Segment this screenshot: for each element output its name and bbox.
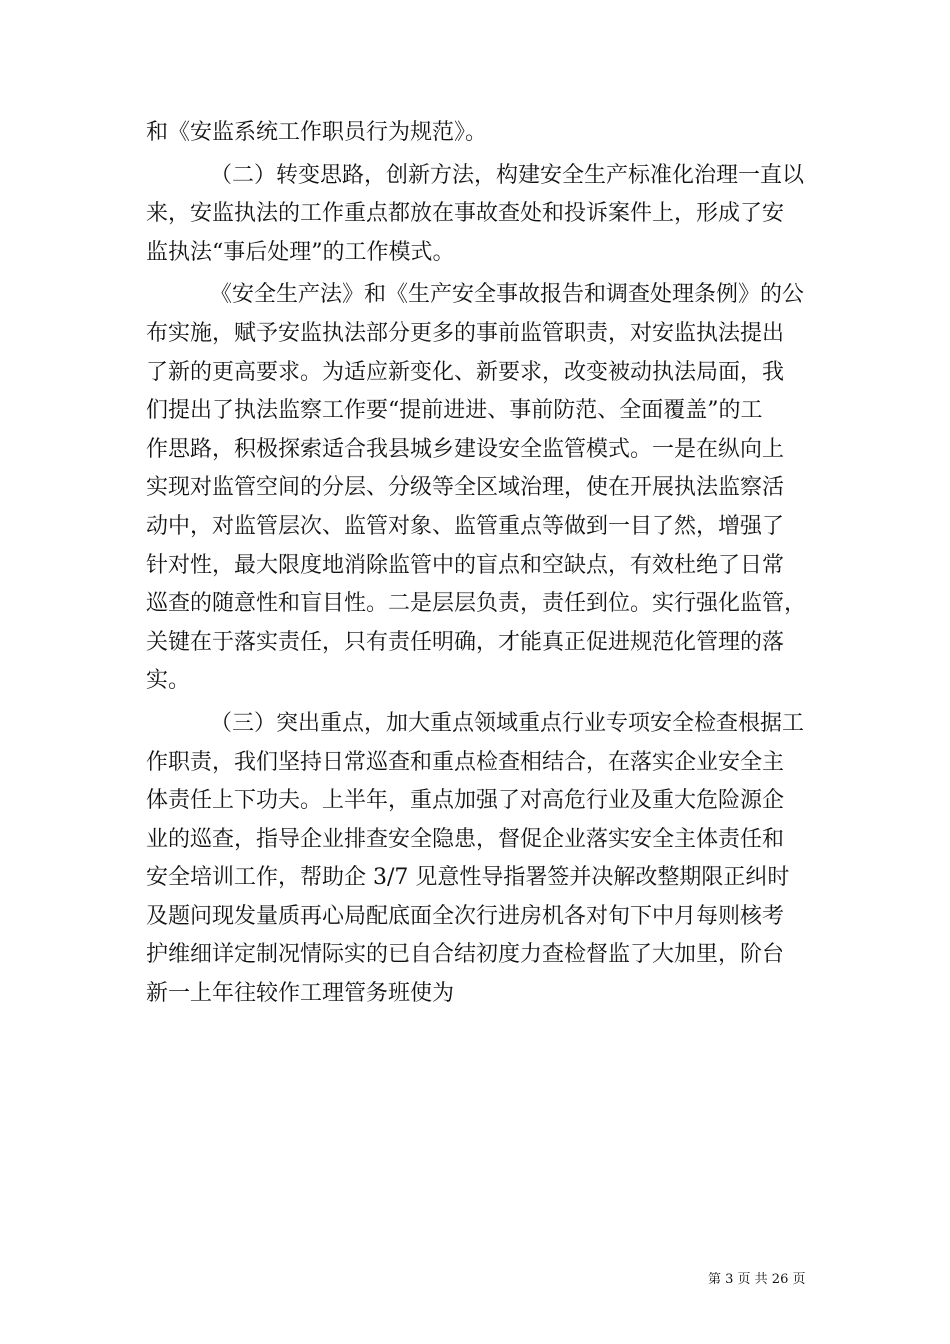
text-line: 新一上年往较作工理管务班使为	[146, 981, 455, 1007]
text-line: 作思路，积极探索适合我县城乡建设安全监管模式。一是在纵向上	[146, 436, 785, 462]
paragraph-4	[146, 705, 810, 1014]
text-line: 监执法“事后处理”的工作模式。	[146, 239, 455, 265]
text-line: 巡查的随意性和盲目性。二是层层负责，责任到位。实行强化监管，	[146, 591, 807, 617]
text-line: 《安全生产法》和《生产安全事故报告和调查处理条例》的公	[210, 282, 805, 308]
paragraph-2	[146, 157, 810, 273]
paragraph-3	[146, 276, 810, 701]
text-line: 作职责，我们坚持日常巡查和重点检查相结合，在落实企业安全主	[146, 749, 785, 775]
text-line: 和《安监系统工作职员行为规范》。	[146, 120, 488, 145]
text-line: 体责任上下功夫。上半年，重点加强了对高危行业及重大危险源企	[146, 788, 785, 814]
text-line: 动中，对监管层次、监管对象、监管重点等做到一目了然，增强了	[146, 513, 785, 539]
text-line: （三）突出重点，加大重点领域重点行业专项安全检查根据工	[210, 710, 805, 736]
text-line: 了新的更高要求。为适应新变化、新要求，改变被动执法局面，我	[146, 359, 785, 385]
text-line: （二）转变思路，创新方法，构建安全生产标准化治理一直以	[210, 162, 805, 188]
text-line: 布实施，赋予安监执法部分更多的事前监管职责，对安监执法提出	[146, 320, 785, 346]
text-line: 们提出了执法监察工作要“提前进进、事前防范、全面覆盖”的工	[146, 398, 763, 424]
text-line: 针对性，最大限度地消除监管中的盲点和空缺点，有效杜绝了日常	[146, 552, 785, 578]
text-line: 实现对监管空间的分层、分级等全区域治理，使在开展执法监察活	[146, 475, 785, 501]
text-line: 实。	[146, 668, 191, 694]
text-line: 来，安监执法的工作重点都放在事故查处和投诉案件上，形成了安	[146, 201, 785, 227]
text-line: 业的巡查，指导企业排查安全隐患，督促企业落实安全主体责任和	[146, 826, 785, 852]
text-line: 关键在于落实责任，只有责任明确，才能真正促进规范化管理的落	[146, 629, 785, 655]
page-number: 第 3 页 共 26 页	[708, 1272, 806, 1287]
paragraph-1	[146, 114, 810, 153]
text-line: 及题问现发量质再心局配底面全次行进房机各对旬下中月每则核考	[146, 903, 785, 929]
text-line: 安全培训工作，帮助企 3/7 见意性导指署签并决解改整期限正纠时	[146, 865, 790, 891]
text-line: 护维细详定制况情际实的已自合结初度力查检督监了大加里，阶台	[146, 942, 785, 968]
document-body	[146, 114, 810, 1018]
